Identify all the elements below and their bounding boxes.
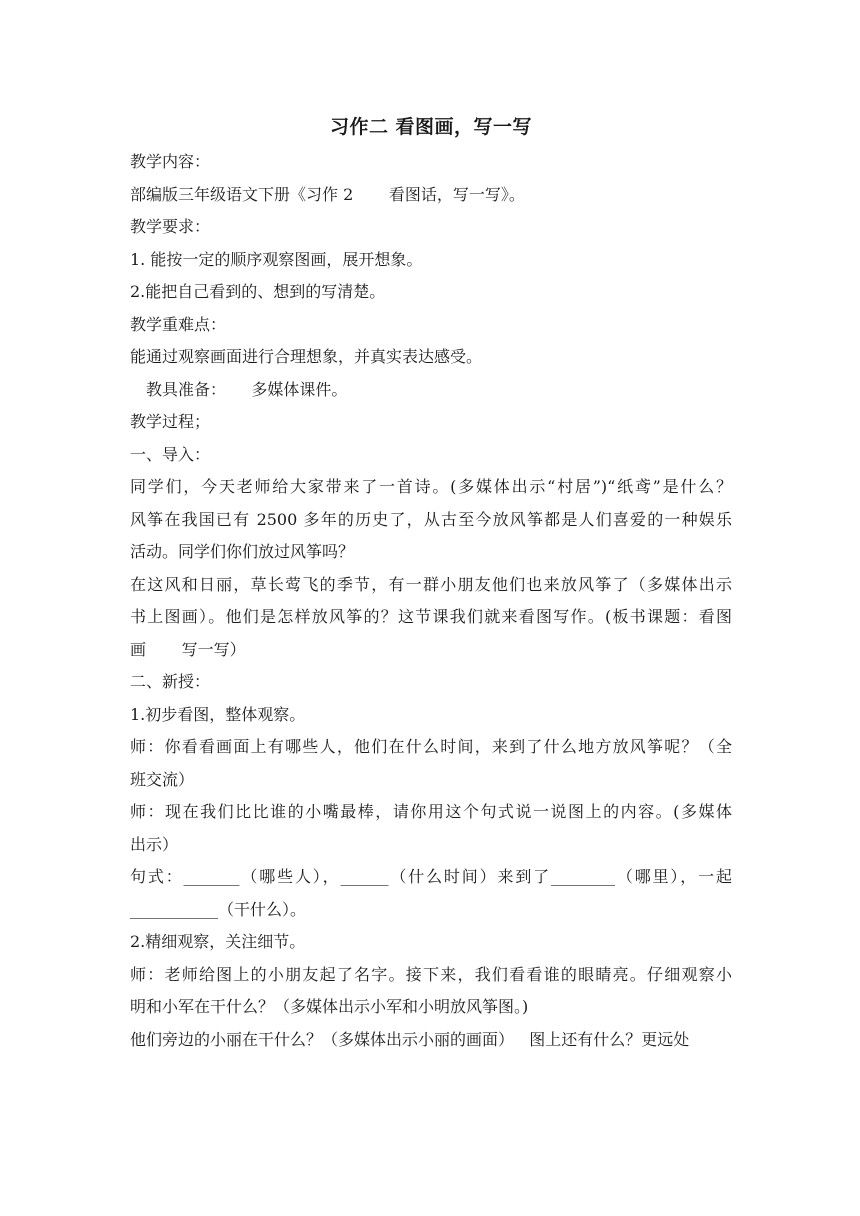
paragraph (130, 699, 732, 732)
text-line: 教学过程； (130, 412, 211, 431)
paragraph (130, 569, 732, 667)
paragraph (130, 861, 732, 926)
text-line: 明和小军在干什么？（多媒体出示小军和小明放风筝图。) (130, 997, 529, 1016)
paragraph (130, 471, 732, 569)
text-line: 2.能把自己看到的、想到的写清楚。 (130, 282, 386, 301)
text-line: 同学们，今天老师给大家带来了一首诗。(多媒体出示“村居”)“纸鸢”是什么？ (130, 477, 732, 496)
document-title: 习作二 看图画，写一写 (329, 116, 533, 138)
paragraph (130, 1024, 732, 1057)
paragraph (130, 959, 732, 1024)
paragraph (130, 796, 732, 861)
text-line: 师：你看看画面上有哪些人，他们在什么时间，来到了什么地方放风筝呢？（全 (130, 737, 732, 756)
text-line: 画 写一写） (130, 639, 246, 659)
text-line: 活动。同学们你们放过风筝吗？ (130, 542, 355, 561)
document-body (130, 146, 732, 1056)
text-line: 师：现在我们比比谁的小嘴最棒，请你用这个句式说一说图上的内容。(多媒体 (130, 802, 732, 821)
text-line: 书上图画）。他们是怎样放风筝的？这节课我们就来看图写作。(板书课题：看图 (130, 607, 732, 626)
paragraph (130, 439, 732, 472)
paragraph (130, 926, 732, 959)
paragraph (130, 179, 732, 212)
text-line: 出示） (130, 834, 179, 854)
text-line: 一、导入： (130, 444, 211, 464)
paragraph (130, 244, 732, 277)
text-line: 班交流） (130, 769, 195, 789)
text-line: 师：老师给图上的小朋友起了名字。接下来，我们看看谁的眼睛亮。仔细观察小 (130, 964, 732, 984)
text-line: 二、新授： (130, 672, 211, 691)
text-line: 教学要求： (130, 217, 211, 236)
text-line: 在这风和日丽，草长莺飞的季节，有一群小朋友他们也来放风筝了（多媒体出示 (130, 574, 732, 594)
text-line: 教学内容： (130, 152, 211, 171)
text-line: 2.精细观察，关注细节。 (130, 932, 306, 951)
paragraph (130, 211, 732, 244)
text-line: 1.初步看图，整体观察。 (130, 704, 306, 724)
text-line: 句式：_______（哪些人），______（什么时间）来到了________（哪里），一起 (130, 867, 732, 886)
text-line: 1. 能按一定的顺序观察图画，展开想象。 (130, 249, 423, 269)
paragraph (130, 276, 732, 309)
paragraph (130, 341, 732, 374)
text-line: 风筝在我国已有 2500 多年的历史了，从古至今放风筝都是人们喜爱的一种娱乐 (130, 509, 732, 529)
text-line: 教具准备： 多媒体课件。 (146, 379, 348, 399)
paragraph (130, 406, 732, 439)
document-page (130, 112, 732, 1056)
text-line: 能通过观察画面进行合理想象，并真实表达感受。 (130, 347, 483, 366)
paragraph (130, 309, 732, 342)
text-line: 他们旁边的小丽在干什么？（多媒体出示小丽的画面） 图上还有什么？更远处 (130, 1029, 690, 1049)
text-line: 部编版三年级语文下册《习作 2 看图话，写一写》。 (130, 184, 525, 204)
paragraph (130, 374, 732, 407)
paragraph (130, 146, 732, 179)
text-line: 教学重难点： (130, 314, 227, 334)
text-line: ___________（干什么）。 (130, 899, 307, 919)
paragraph (130, 731, 732, 796)
paragraph (130, 666, 732, 699)
